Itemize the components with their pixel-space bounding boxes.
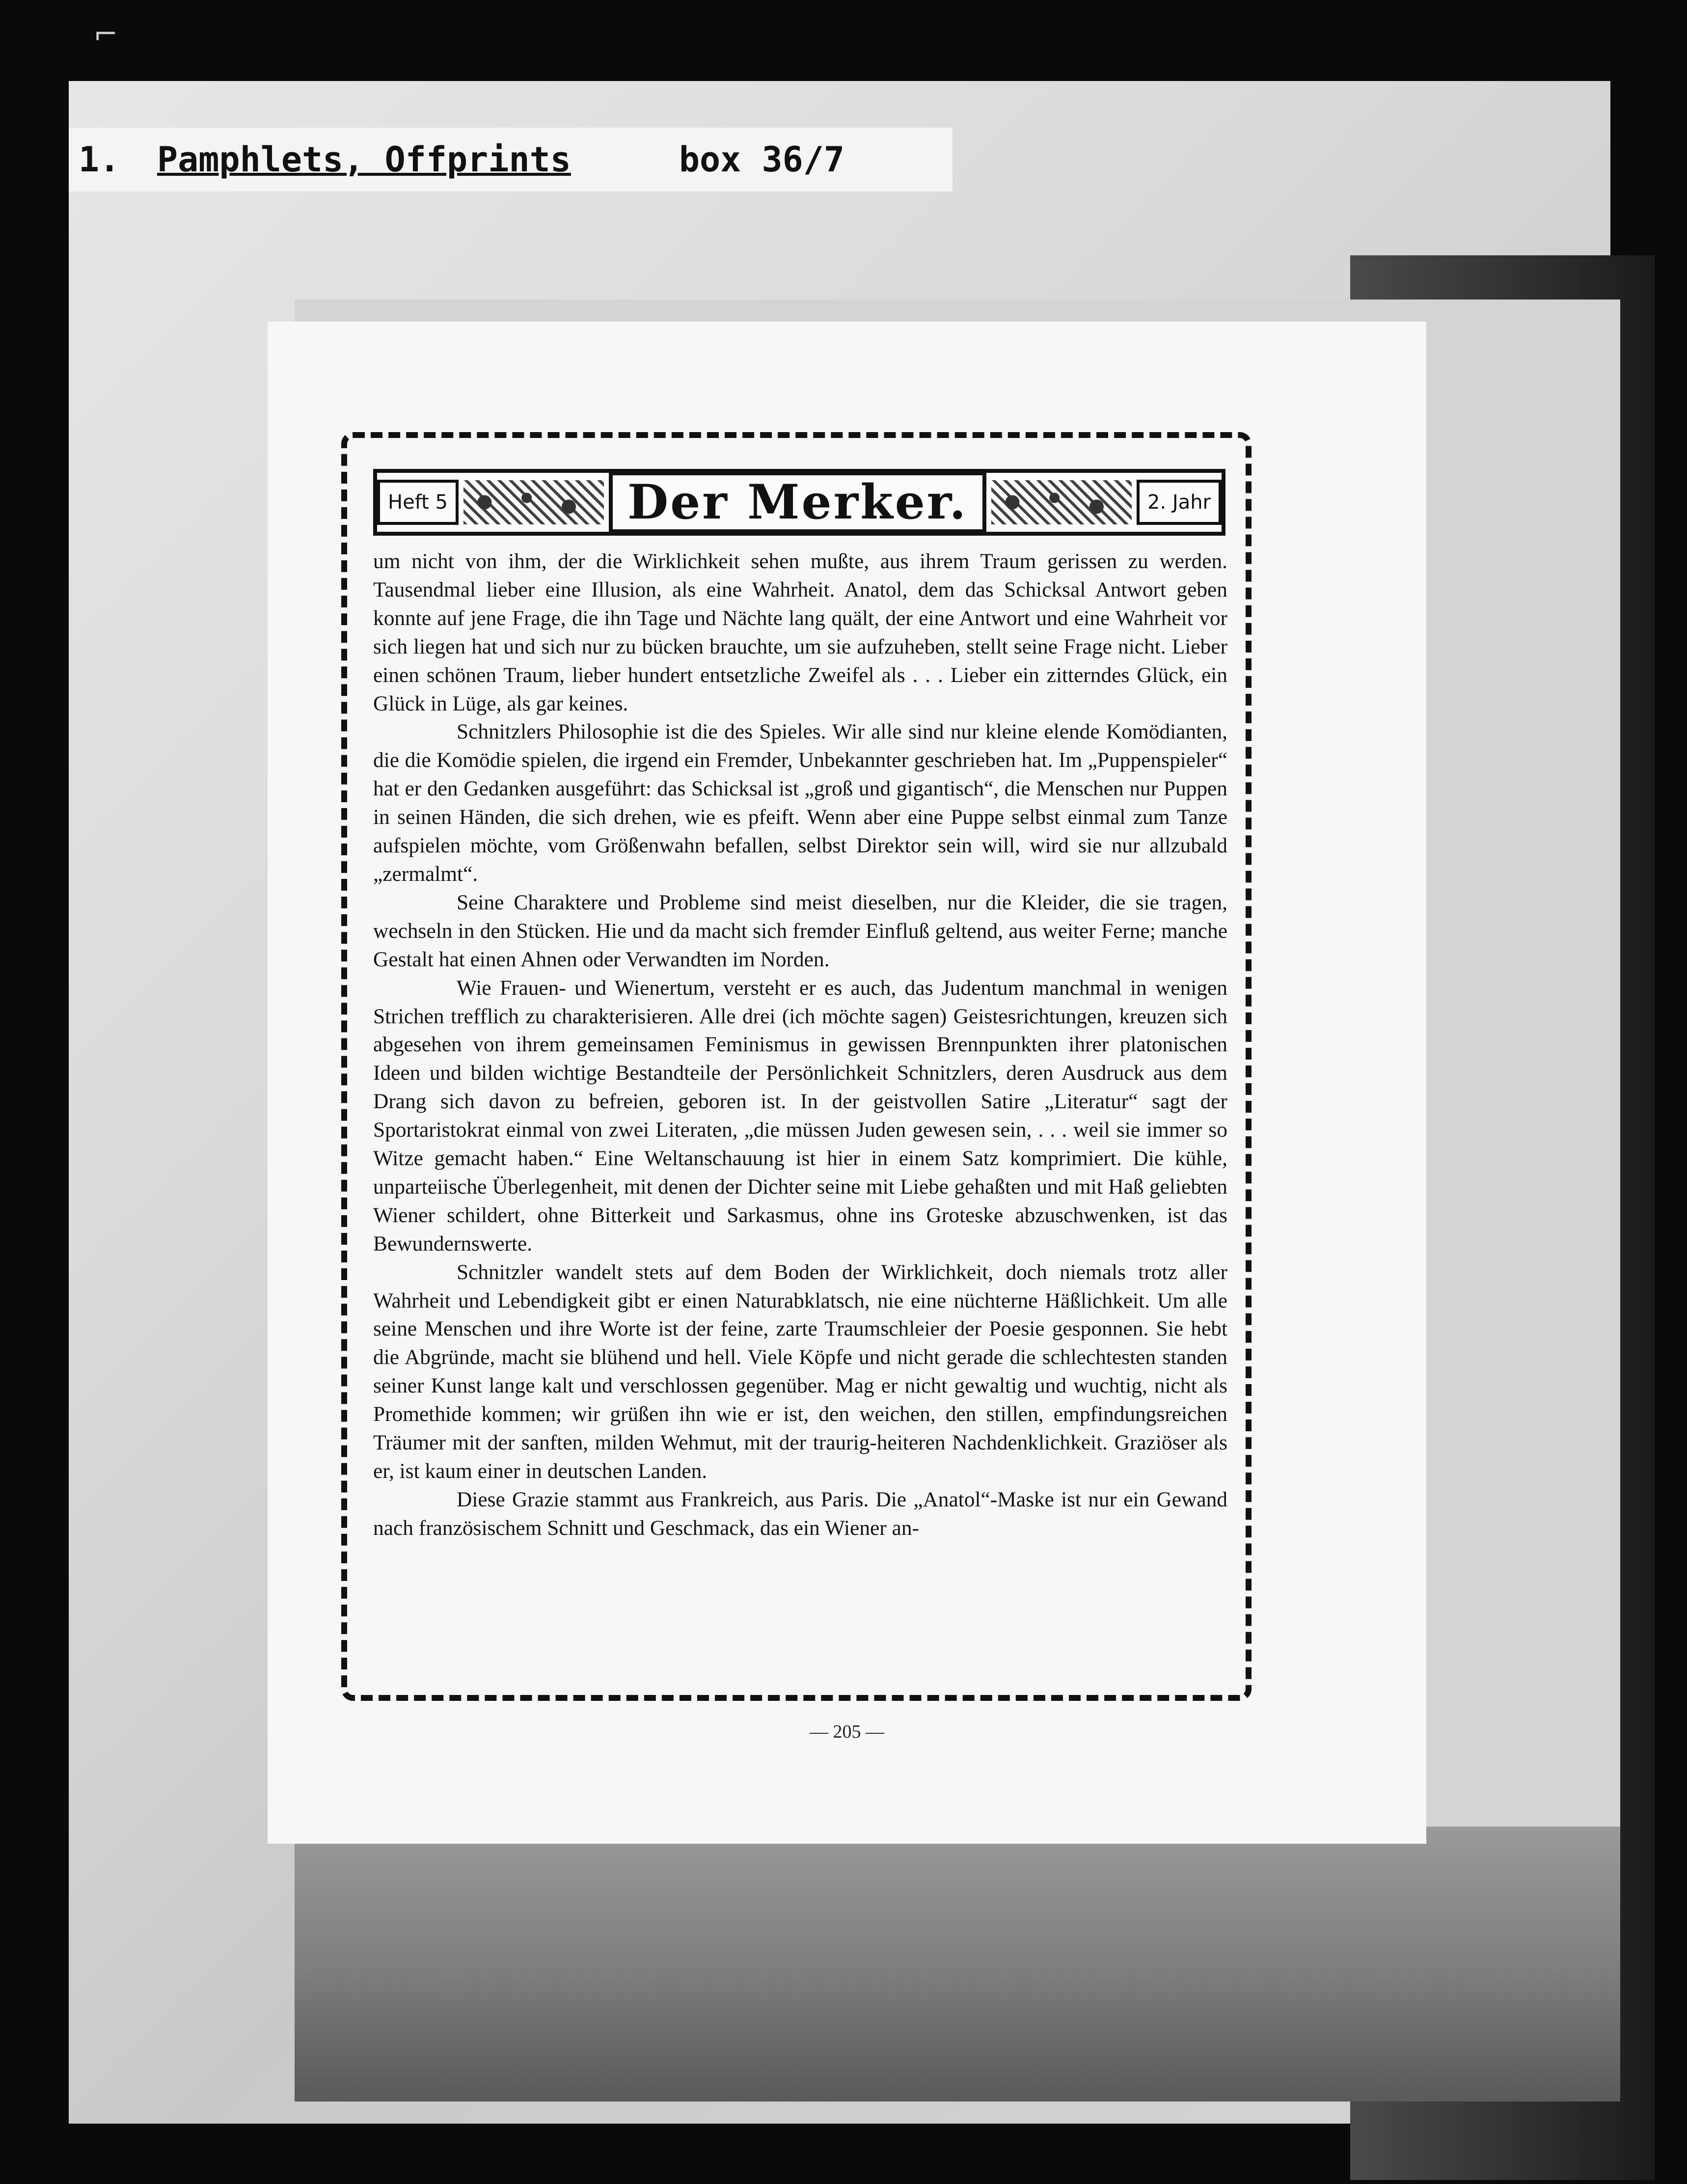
journal-title: Der Merker. <box>609 471 986 533</box>
year-label: 2. Jahr <box>1137 480 1222 525</box>
paragraph: Schnitzlers Philosophie ist die des Spieles. Wir alle sind nur kleine elende Komödianten, die die Komödie spielen, die irgend ein Fremder, Unbekannter geschrieben hat. Im „Puppenspieler“ hat er den Gedanken ausgeführt: das Schicksal ist „groß und gigantisch“, die Menschen nur Puppen in seinen Händen, die sich drehen, wie es pfeift. Wenn aber eine Puppe selbst einmal zum Tanze aufspielen möchte, vom Größenwahn befallen, selbst Direktor sein will, wird sie nur allzubald „zermalmt“. <box>373 720 1227 886</box>
floral-ornament-right <box>991 480 1132 524</box>
article-text <box>373 547 1227 1662</box>
archive-label <box>69 128 952 191</box>
journal-header <box>373 469 1225 536</box>
label-box: box 36/7 <box>679 139 845 180</box>
page-number: — 205 — <box>810 1721 884 1742</box>
paragraph: Schnitzler wandelt stets auf dem Boden der Wirklichkeit, doch niemals trotz aller Wahrheit und Lebendigkeit gibt er einen Naturabklatsch, nie eine nüchterne Häßlichkeit. Um alle seine Menschen und ihre Worte ist der feine, zarte Traumschleier der Poesie gesponnen. Sie hebt die Abgründe, macht sie blühend und hell. Viele Köpfe und nicht gerade die schlechtesten standen seiner Kunst lange kalt und verschlossen gegenüber. Mag er nicht gewaltig und wuchtig, nicht als Promethide kommen; wir grüßen ihn wie er ist, den weichen, den stillen, empfindungsreichen Träumer mit der sanften, milden Wehmut, mit der traurig-heiteren Nachdenklichkeit. Graziöser als er, ist kaum einer in deutschen Landen. <box>373 1260 1227 1483</box>
paragraph: Wie Frauen- und Wienertum, versteht er es auch, das Judentum manchmal in wenigen Strichen trefflich zu charakterisieren. Alle drei (ich möchte sagen) Geistesrichtungen, kreuzen sich abgesehen von ihrem gemeinsamen Feminismus in gewissen Brennpunkten ihrer platonischen Ideen und bilden wichtige Bestandteile der Persönlichkeit Schnitzlers, deren Ausdruck aus dem Drang sich davon zu befreien, geboren ist. In der geistvollen Satire „Literatur“ sagt der Sportaristokrat einmal von zwei Literaten, „die müssen Juden gewesen sein, . . . weil sie immer so Witze gemacht haben.“ Eine Weltanschauung ist hier in einem Satz komprimiert. Die kühle, unparteiische Überlegenheit, mit denen der Dichter seine mit Liebe gehaßten und mit Haß geliebten Wiener schildert, ohne Bitterkeit und Sarkasmus, ohne ins Groteske abzuschwenken, ist das Bewundernswerte. <box>373 976 1227 1256</box>
label-number: 1. <box>79 139 120 180</box>
paragraph: um nicht von ihm, der die Wirklichkeit sehen mußte, aus ihrem Traum gerissen zu werden. Tausendmal lieber eine Illusion, als eine Wahrheit. Anatol, dem das Schicksal Antwort geben konnte auf jene Frage, die ihn Tage und Nächte lang quält, der eine Antwort und eine Wahrheit vor sich liegen hat und sich nur zu bücken brauchte, um sie aufzuheben, stellt seine Frage nicht. Lieber einen schönen Traum, lieber hundert entsetzliche Zweifel als . . . Lieber ein zitterndes Glück, ein Glück in Lüge, als gar keines. <box>373 549 1227 715</box>
label-title: Pamphlets, Offprints <box>157 139 571 180</box>
bottom-shadow <box>295 1827 1620 2102</box>
printed-page <box>268 322 1426 1844</box>
issue-label: Heft 5 <box>377 480 459 525</box>
paragraph: Diese Grazie stammt aus Frankreich, aus Paris. Die „Anatol“-Maske ist nur ein Gewand nach französischem Schnitt und Geschmack, das ein Wiener an- <box>373 1487 1227 1540</box>
paragraph: Seine Charaktere und Probleme sind meist dieselben, nur die Kleider, die sie tragen, wechseln in den Stücken. Hie und da macht sich fremder Einfluß geltend, aus weiter Ferne; manche Gestalt hat einen Ahnen oder Verwandten im Norden. <box>373 890 1227 971</box>
floral-ornament-left <box>463 480 604 524</box>
corner-registration-mark: ⌐ <box>93 17 118 52</box>
